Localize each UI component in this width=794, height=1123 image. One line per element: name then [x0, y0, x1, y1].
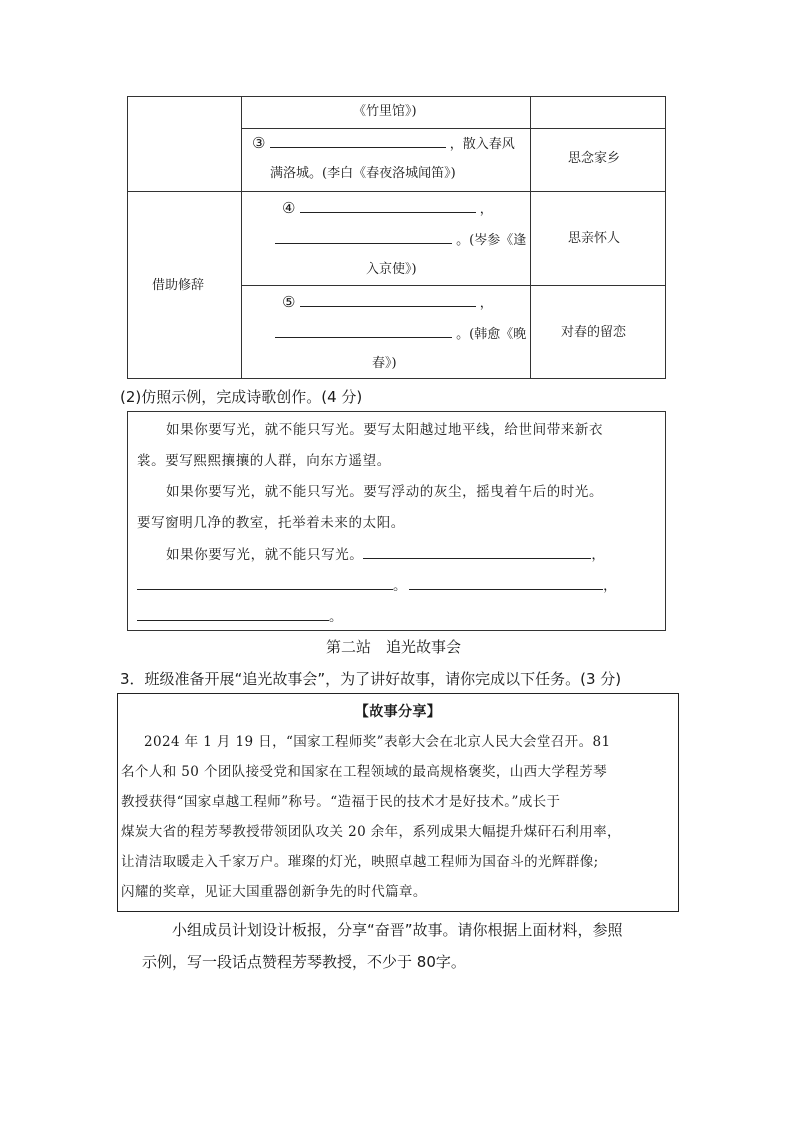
table-row-divider-1	[241, 128, 665, 129]
story-line-6: 闪耀的奖章，见证大国重器创新争先的时代篇章。	[121, 884, 427, 900]
answer-blank-3[interactable]	[270, 133, 446, 148]
q3-task-line2: 示例，写一段话点赞程芳琴教授，不少于 80字。	[142, 953, 466, 971]
table-row1-line2: 满洛城。(李白《春夜洛城闻笛》)	[270, 166, 456, 181]
table-row1-line1	[252, 133, 515, 155]
table-row2-emotion: 思亲怀人	[568, 231, 621, 246]
answer-blank-5b[interactable]	[275, 323, 452, 338]
story-heading: 【故事分享】	[354, 704, 442, 720]
table-row1-emotion: 思念家乡	[568, 151, 621, 166]
poem-p3-line2	[137, 575, 617, 596]
blank-number-3: ③	[252, 134, 266, 152]
story-line-4: 煤炭大省的程芳琴教授带领团队攻关 20 余年，系列成果大幅提升煤矸石利用率，	[121, 824, 621, 840]
poem-p3-prefix: 如果你要写光，就不能只写光。	[166, 547, 364, 563]
poem-p1-line1: 如果你要写光，就不能只写光。要写太阳越过地平线，给世间带来新衣	[166, 422, 604, 438]
poem-period-1: 。	[393, 578, 408, 594]
table-row3-line3: 春》)	[372, 356, 397, 371]
story-line-1: 2024 年 1 月 19 日，“国家工程师奖”表彰大会在北京人民大会堂召开。81	[144, 734, 611, 750]
answer-blank-4a[interactable]	[300, 198, 476, 213]
table-col-divider-1	[241, 97, 242, 378]
poem-comma-2: ，	[603, 578, 618, 594]
table-row3-line2	[275, 323, 526, 345]
table-row-divider-3	[241, 285, 665, 286]
blank-number-5: ⑤	[282, 293, 296, 311]
story-line-5: 让清洁取暖走入千家万户。璀璨的灯光，映照卓越工程师为国奋斗的光辉群像;	[121, 854, 599, 870]
story-share-box	[117, 693, 679, 912]
story-line-3: 教授获得“国家卓越工程师”称号。“造福于民的技术才是好技术。”成长于	[121, 794, 561, 810]
q2-instruction: (2)仿照示例，完成诗歌创作。(4 分)	[120, 388, 363, 406]
row1-line1-suffix: ，散入春风	[449, 137, 515, 152]
poem-p3-line1	[166, 544, 606, 565]
poem-answer-blank-2[interactable]	[137, 575, 393, 590]
poem-p2-line1: 如果你要写光，就不能只写光。要写浮动的灰尘，摇曳着午后的时光。	[166, 484, 604, 500]
poem-example-box	[127, 411, 666, 631]
blank-number-4: ④	[282, 199, 296, 217]
q3-instruction: 3．班级准备开展“追光故事会”，为了讲好故事，请你完成以下任务。(3 分)	[120, 670, 622, 688]
poem-answer-blank-3[interactable]	[409, 575, 603, 590]
row3-line1-suffix: ，	[479, 296, 493, 311]
answer-blank-4b[interactable]	[275, 229, 452, 244]
poem-period-2: 。	[329, 609, 344, 625]
table-col-divider-2	[530, 97, 531, 378]
q3-task-line1: 小组成员计划设计板报，分享“奋晋”故事。请你根据上面材料，参照	[172, 921, 623, 939]
row2-line1-suffix: ，	[479, 202, 493, 217]
table-row3-emotion: 对春的留恋	[561, 325, 627, 340]
poem-comma-1: ，	[591, 547, 606, 563]
poem-answer-blank-1[interactable]	[363, 544, 591, 559]
station2-title: 第二站 追光故事会	[326, 638, 462, 656]
table-category-label: 借助修辞	[152, 278, 205, 293]
poem-p3-line3	[137, 606, 343, 627]
row3-line2-suffix: 。(韩愈《晚	[456, 327, 527, 342]
table-row2-line2	[275, 229, 526, 251]
table-row-divider-2	[128, 191, 665, 192]
table-row3-line1	[282, 292, 493, 314]
story-line-2: 名个人和 50 个团队接受党和国家在工程领域的最高规格褒奖，山西大学程芳琴	[121, 764, 608, 780]
table-row0-poem-tail: 《竹里馆》)	[353, 104, 417, 119]
poem-p1-line2: 裳。要写熙熙攘攘的人群，向东方遥望。	[137, 453, 391, 469]
row2-line2-suffix: 。(岑参《逢	[456, 233, 527, 248]
poem-table	[127, 96, 666, 379]
table-row2-line3: 入京使》)	[366, 262, 417, 277]
table-row2-line1	[282, 198, 493, 220]
poem-p2-line2: 要写窗明几净的教室，托举着未来的太阳。	[137, 515, 405, 531]
answer-blank-5a[interactable]	[300, 292, 476, 307]
poem-answer-blank-4[interactable]	[137, 606, 329, 621]
